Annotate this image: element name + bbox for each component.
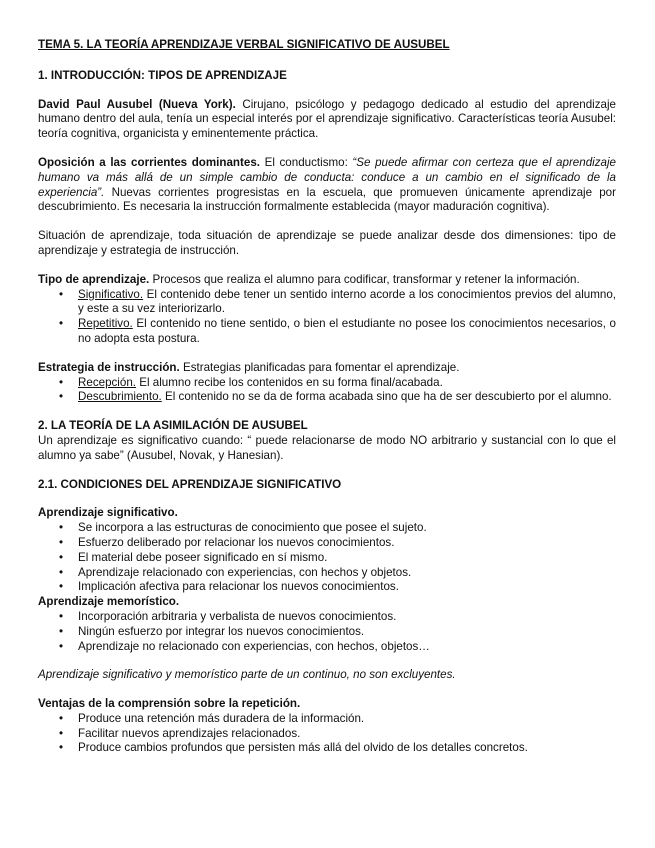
significativo-heading: Aprendizaje significativo. — [38, 506, 178, 520]
estrategia-text: Estrategias planificadas para fomentar el aprendizaje. — [179, 360, 460, 374]
bullet-icon: • — [59, 535, 64, 549]
section-1-heading: 1. INTRODUCCIÓN: TIPOS DE APRENDIZAJE — [38, 68, 287, 82]
bullet-icon: • — [59, 521, 64, 535]
list-item — [38, 727, 616, 742]
ventajas-list — [38, 712, 616, 756]
list-item — [38, 521, 616, 536]
list-item — [38, 536, 616, 551]
list-item-text: Implicación afectiva para relacionar los nuevos conocimientos. — [78, 580, 399, 594]
bullet-icon: • — [59, 609, 64, 623]
bullet-icon: • — [59, 317, 64, 331]
opposition-text-b: Nuevas corrientes progresistas en la escuela, que promueven únicamente aprendizaje por descubrimiento. Es necesaria la instrucción formalmente establecida (mayor maduración cognitiva). — [38, 185, 616, 214]
ausubel-name: David Paul Ausubel (Nueva York). — [38, 97, 236, 111]
list-item — [38, 741, 616, 756]
list-item — [38, 712, 616, 727]
bullet-icon: • — [59, 550, 64, 564]
continuum-note: Aprendizaje significativo y memorístico parte de un continuo, no son excluyentes. — [38, 668, 456, 682]
list-item-text: Aprendizaje relacionado con experiencias, con hechos y objetos. — [78, 565, 412, 579]
list-item — [38, 566, 616, 581]
list-item-text: El contenido debe tener un sentido interno acorde a los conocimientos previos del alumno, y este a su vez interiorizarlo. — [78, 287, 616, 316]
document-page — [38, 38, 616, 756]
asimilacion-paragraph: Un aprendizaje es significativo cuando: “ puede relacionarse de modo NO arbitrario y sustancial con lo que el alumno ya sabe” (Ausubel, Novak, y Hanesian). — [38, 433, 616, 462]
bullet-icon: • — [59, 375, 64, 389]
list-item — [38, 317, 616, 347]
list-item-text: Produce una retención más duradera de la información. — [78, 711, 365, 725]
behaviorism-quote: “Se puede afirmar con certeza que el aprendizaje humano va más allá de un simple cambio de conducta: conduce a un cambio en el significado de la experiencia”. — [38, 155, 616, 199]
list-item — [38, 625, 616, 640]
opposition-label: Oposición a las corrientes dominantes. — [38, 155, 260, 169]
significativo-list — [38, 521, 616, 595]
bullet-icon: • — [59, 287, 64, 301]
tipo-label: Tipo de aprendizaje. — [38, 272, 150, 286]
list-item-term: Recepción. — [78, 375, 137, 389]
list-item — [38, 551, 616, 566]
list-item — [38, 376, 616, 391]
list-item-text: Ningún esfuerzo por integrar los nuevos conocimientos. — [78, 624, 365, 638]
list-item-term: Significativo. — [78, 287, 144, 301]
list-item-text: Aprendizaje no relacionado con experiencias, con hechos, objetos… — [78, 639, 430, 653]
list-item-text: El contenido no tiene sentido, o bien el estudiante no posee los conocimientos necesarios, o no adopta esta postura. — [78, 317, 616, 345]
bullet-icon: • — [59, 390, 64, 404]
ausubel-paragraph — [38, 98, 616, 142]
opposition-text-a: El conductismo: — [260, 155, 353, 169]
list-item-text: Produce cambios profundos que persisten más allá del olvido de los detalles concretos. — [78, 741, 528, 755]
list-item — [38, 640, 616, 655]
bullet-icon: • — [59, 711, 64, 725]
opposition-paragraph — [38, 156, 616, 215]
list-item — [38, 390, 616, 405]
ausubel-text: Cirujano, psicólogo y pedagogo dedicado al estudio del aprendizaje humano dentro del aula, tenía un especial interés por el aprendizaje significativo. Características teoría Ausubel: teoría cognitiva, organicista y eminentemente práctica. — [38, 97, 616, 141]
list-item-text: El contenido no se da de forma acabada sino que ha de ser descubierto por el alumno. — [161, 390, 612, 404]
list-item — [38, 610, 616, 625]
estrategia-label: Estrategia de instrucción. — [38, 360, 180, 374]
bullet-icon: • — [59, 726, 64, 740]
list-item-term: Repetitivo. — [78, 317, 133, 331]
list-item-text: Facilitar nuevos aprendizajes relacionados. — [78, 726, 301, 740]
document-title: TEMA 5. LA TEORÍA APRENDIZAJE VERBAL SIGNIFICATIVO DE AUSUBEL — [38, 38, 450, 51]
tipo-text: Procesos que realiza el alumno para codificar, transformar y retener la información. — [149, 272, 580, 286]
bullet-icon: • — [59, 580, 64, 594]
situation-paragraph: Situación de aprendizaje, toda situación de aprendizaje se puede analizar desde dos dimensiones: tipo de aprendizaje y estrategia de instrucción. — [38, 229, 616, 257]
estrategia-paragraph — [38, 361, 616, 376]
list-item-text: El alumno recibe los contenidos en su forma final/acabada. — [136, 375, 443, 389]
tipo-list — [38, 288, 616, 347]
bullet-icon: • — [59, 741, 64, 755]
section-2-1-heading: 2.1. CONDICIONES DEL APRENDIZAJE SIGNIFICATIVO — [38, 477, 342, 491]
bullet-icon: • — [59, 639, 64, 653]
memoristico-heading: Aprendizaje memorístico. — [38, 595, 180, 609]
list-item-text: Incorporación arbitraria y verbalista de nuevos conocimientos. — [78, 609, 397, 623]
tipo-paragraph — [38, 273, 616, 288]
list-item-text: Se incorpora a las estructuras de conocimiento que posee el sujeto. — [78, 521, 427, 535]
bullet-icon: • — [59, 624, 64, 638]
memoristico-list — [38, 610, 616, 654]
section-2-heading: 2. LA TEORÍA DE LA ASIMILACIÓN DE AUSUBEL — [38, 419, 308, 433]
bullet-icon: • — [59, 565, 64, 579]
list-item-text: Esfuerzo deliberado por relacionar los nuevos conocimientos. — [78, 535, 395, 549]
list-item-term: Descubrimiento. — [78, 390, 162, 404]
ventajas-heading: Ventajas de la comprensión sobre la repetición. — [38, 697, 301, 711]
list-item — [38, 580, 616, 595]
list-item — [38, 288, 616, 318]
estrategia-list — [38, 376, 616, 406]
list-item-text: El material debe poseer significado en sí mismo. — [78, 550, 328, 564]
